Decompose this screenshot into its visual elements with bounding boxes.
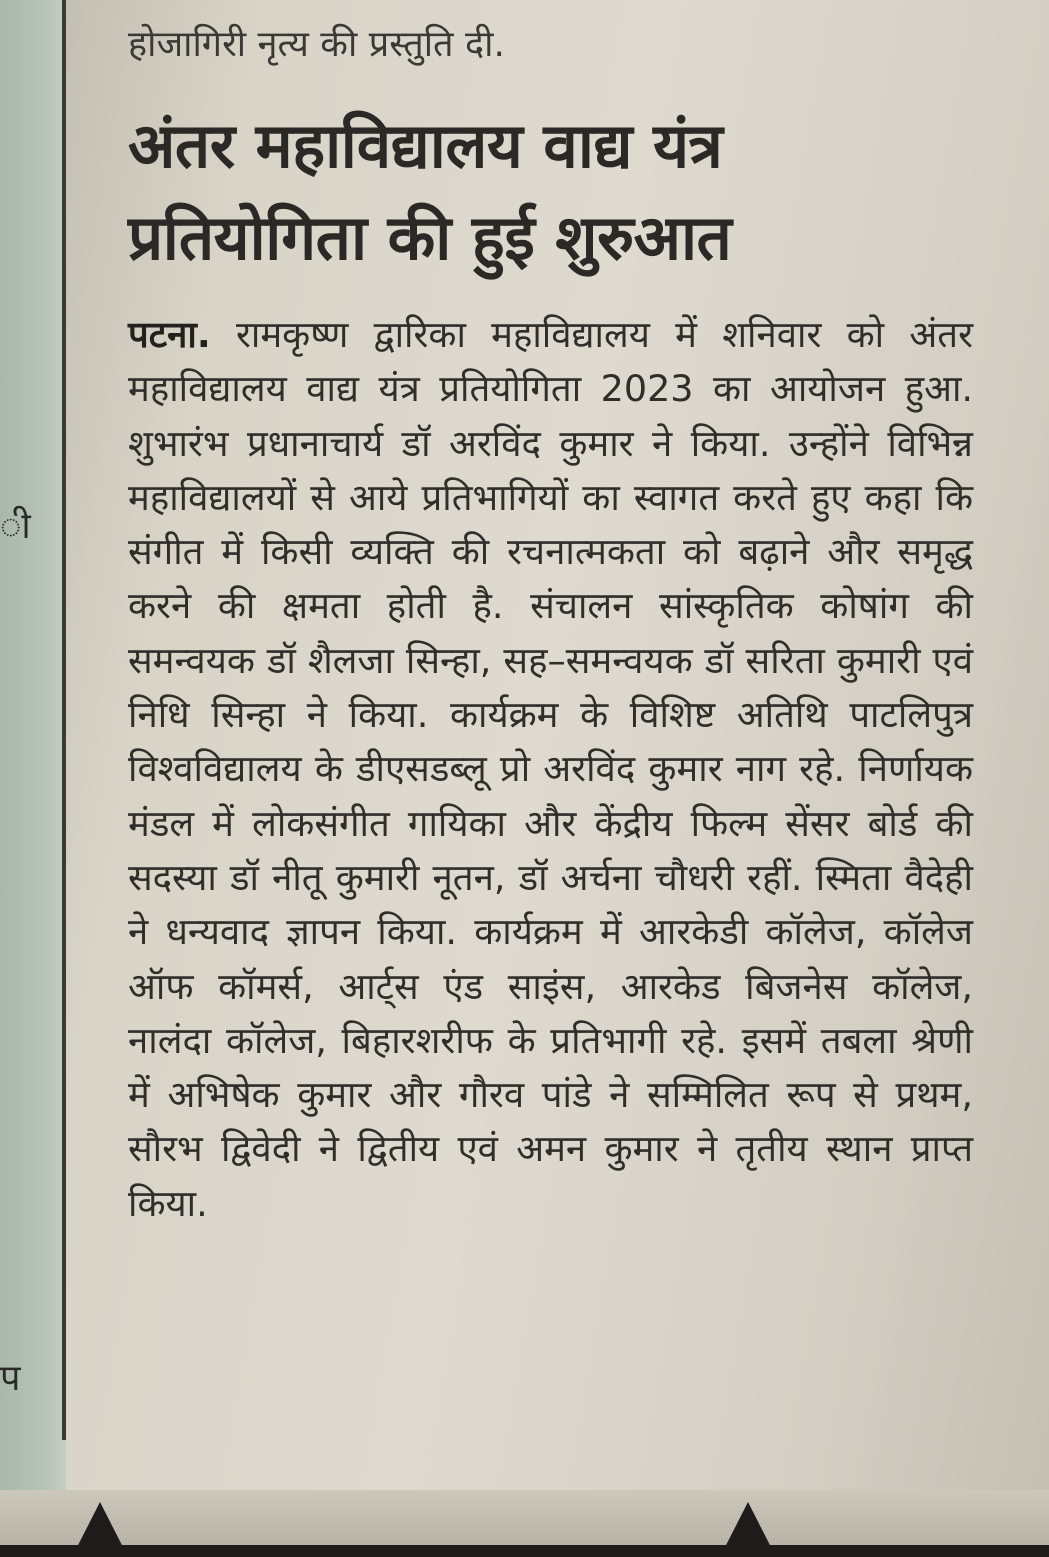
column-rule <box>62 0 66 1440</box>
adjacent-column-fragment: ी <box>0 506 31 547</box>
article-headline: अंतर महाविद्यालय वाद्य यंत्र प्रतियोगिता की हुई शुरुआत <box>128 109 732 274</box>
article-body <box>128 308 973 1231</box>
decorative-border <box>0 1545 1049 1557</box>
article-body-text: रामकृष्ण द्वारिका महाविद्यालय में शनिवार को अंतर महाविद्यालय वाद्य यंत्र प्रतियोगिता 2023 का आयोजन हुआ. शुभारंभ प्रधानाचार्य डॉ अरविंद कुमार ने किया. उन्होंने विभिन्न महाविद्यालयों से आये प्रतिभागियों का स्वागत करते हुए कहा कि संगीत में किसी व्यक्ति की रचनात्मकता को बढ़ाने और समृद्ध करने की क्षमता होती है. संचालन सांस्कृतिक कोषांग की समन्वयक डॉ शैलजा सिन्हा, सह–समन्वयक डॉ सरिता कुमारी एवं निधि सिन्हा ने किया. कार्यक्रम के विशिष्ट अतिथि पाटलिपुत्र विश्वविद्यालय के डीएसडब्लू प्रो अरविंद कुमार नाग रहे. निर्णायक मंडल में लोकसंगीत गायिका और केंद्रीय फिल्म सेंसर बोर्ड की सदस्या डॉ नीतू कुमारी नूतन, डॉ अर्चना चौधरी रहीं. स्मिता वैदेही ने धन्यवाद ज्ञापन किया. कार्यक्रम में आरकेडी कॉलेज, कॉलेज ऑफ कॉमर्स, आर्ट्स एंड साइंस, आरकेड बिजनेस कॉलेज, नालंदा कॉलेज, बिहारशरीफ के प्रतिभागी रहे. इसमें तबला श्रेणी में अभिषेक कुमार और गौरव पांडे ने सम्मिलित रूप से प्रथम, सौरभ द्विवेदी ने द्वितीय एवं अमन कुमार ने तृतीय स्थान प्राप्त किया. <box>128 313 973 1225</box>
article-dateline: पटना. <box>128 313 211 356</box>
adjacent-column <box>0 0 66 1557</box>
photo-caption: होजागिरी नृत्य की प्रस्तुति दी. <box>128 24 505 65</box>
adjacent-column-fragment: प <box>0 1358 21 1399</box>
